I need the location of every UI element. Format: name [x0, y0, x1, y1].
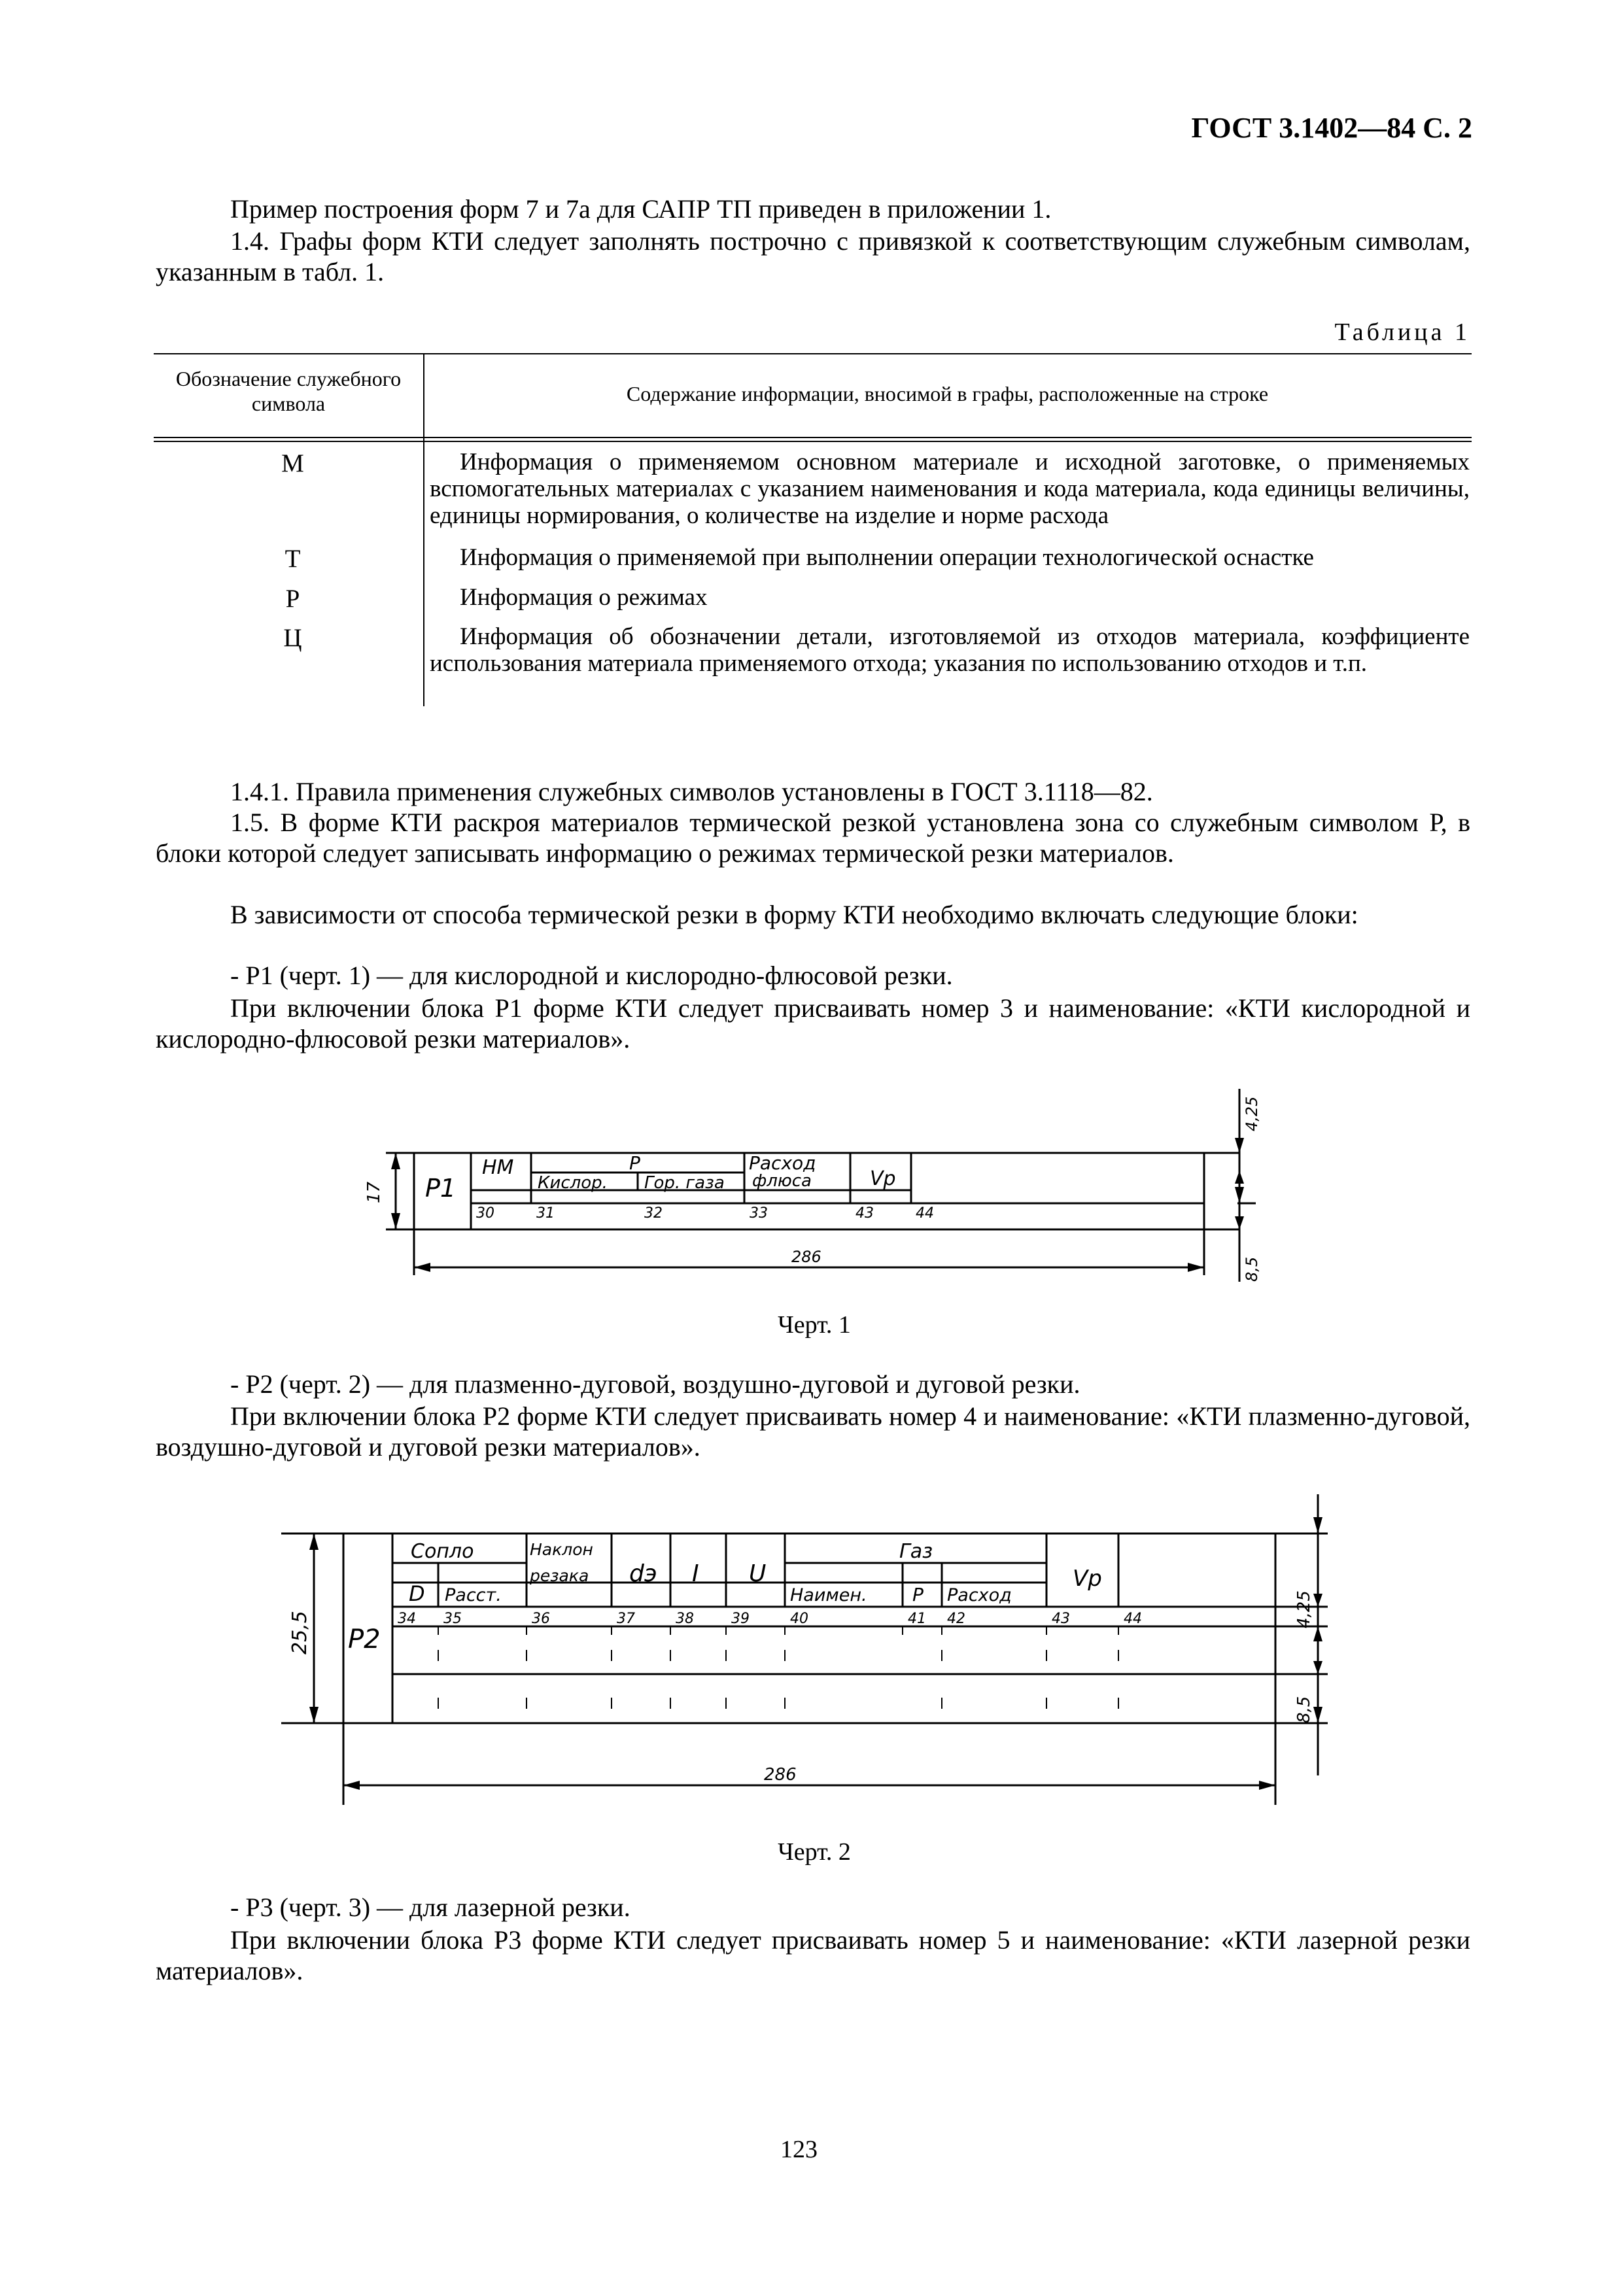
- fig1-num-43: 43: [855, 1205, 874, 1222]
- fig2-num-34: 34: [398, 1611, 416, 1627]
- table-col1-header: Обозначение служебного символа: [175, 367, 402, 415]
- figure-1-caption: Черт. 1: [778, 1311, 851, 1339]
- paragraph-p1: При включении блока Р1 форме КТИ следует присваивать номер 3 и наименование: «КТИ кислородной и кислородно-флюсовой резки материалов».: [156, 993, 1470, 1054]
- fig2-num-39: 39: [731, 1611, 750, 1627]
- fig2-soplo: Сопло: [411, 1540, 474, 1563]
- fig1-nm: НМ: [482, 1156, 514, 1179]
- fig2-rezaka: резака: [530, 1566, 589, 1585]
- table-symbol-t: Т: [285, 545, 301, 573]
- fig1-block-label: P1: [425, 1174, 457, 1203]
- fig2-dim-row1: 4,25: [1294, 1590, 1314, 1628]
- fig1-rashod: Расход: [749, 1152, 816, 1174]
- paragraph-p2: При включении блока Р2 форме КТИ следует присваивать номер 4 и наименование: «КТИ плазменно-дуговой, воздушно-дуговой и дуговой резки материалов».: [156, 1401, 1470, 1462]
- paragraph-1-5: 1.5. В форме КТИ раскроя материалов термической резкой установлена зона со служебным символом Р, в блоки которой следует записывать информацию о режимах термической резки материалов.: [156, 808, 1470, 868]
- fig1-num-31: 31: [536, 1205, 555, 1222]
- fig1-flyusa: флюса: [752, 1171, 812, 1191]
- fig2-rashod: Расход: [947, 1585, 1012, 1605]
- fig2-gaz: Газ: [899, 1540, 933, 1563]
- fig2-block-label: P2: [348, 1624, 381, 1654]
- fig2-num-35: 35: [443, 1611, 462, 1627]
- table-symbol-ts: Ц: [283, 624, 302, 652]
- table-text-t: Информация о применяемой при выполнении операции технологической оснастке: [460, 544, 1314, 571]
- table-text-r: Информация о режимах: [460, 584, 708, 611]
- fig2-num-36: 36: [532, 1611, 550, 1627]
- fig1-p: Р: [629, 1152, 640, 1174]
- paragraph-p3: При включении блока Р3 форме КТИ следует присваивать номер 5 и наименование: «КТИ лазерной резки материалов».: [156, 1925, 1470, 1985]
- table-text-m: Информация о применяемом основном материале и исходной заготовке, о применяемых вспомогательных материалах с указанием наименования и кода материала, кода единицы величины, единицы нормирования, о количестве на изделие и норме расхода: [430, 449, 1470, 529]
- fig1-num-33: 33: [750, 1205, 768, 1222]
- fig2-rasst: Расст.: [445, 1585, 502, 1605]
- fig2-p: Р: [912, 1584, 924, 1605]
- fig2-vp: Vр: [1073, 1566, 1102, 1592]
- fig1-dim-height: 17: [364, 1181, 384, 1203]
- page-number: 123: [780, 2136, 818, 2163]
- fig2-naimen: Наимен.: [790, 1585, 867, 1605]
- table-symbol-r: Р: [285, 585, 300, 613]
- paragraph-dependence: В зависимости от способа термической резки в форму КТИ необходимо включать следующие блоки:: [230, 900, 1358, 929]
- fig2-dim-height: 25,5: [288, 1611, 311, 1654]
- fig2-dim-row2: 8,5: [1294, 1696, 1314, 1723]
- list-item-p3: - Р3 (черт. 3) — для лазерной резки.: [230, 1893, 631, 1922]
- paragraph-intro: Пример построения форм 7 и 7а для САПР ТП приведен в приложении 1.: [230, 194, 1052, 224]
- table-col2-header: Содержание информации, вносимой в графы, расположенные на строке: [626, 382, 1269, 405]
- fig2-de: dэ: [629, 1560, 657, 1587]
- fig1-gor-gaza: Гор. газа: [644, 1173, 725, 1193]
- fig1-dim-total: 286: [791, 1248, 821, 1266]
- table-1: [154, 353, 1472, 706]
- fig2-d: D: [409, 1581, 425, 1606]
- paragraph-1-4: 1.4. Графы форм КТИ следует заполнять построчно с привязкой к соответствующим служебным символам, указанным в табл. 1.: [156, 226, 1470, 286]
- fig2-naklon: Наклон: [530, 1540, 593, 1559]
- paragraph-1-4-1: 1.4.1. Правила применения служебных символов установлены в ГОСТ 3.1118—82.: [230, 777, 1153, 806]
- figure-2-drawing: [262, 1491, 1360, 1811]
- fig2-num-37: 37: [617, 1611, 635, 1627]
- fig2-num-41: 41: [908, 1611, 926, 1627]
- fig2-dim-total: 286: [764, 1765, 797, 1785]
- fig1-kislor: Кислор.: [538, 1173, 608, 1193]
- fig2-u: U: [749, 1560, 767, 1587]
- fig2-num-38: 38: [676, 1611, 694, 1627]
- fig1-dim-row1: 4,25: [1243, 1096, 1261, 1131]
- fig2-i: I: [692, 1560, 699, 1587]
- fig1-num-32: 32: [644, 1205, 663, 1222]
- list-item-p2: - Р2 (черт. 2) — для плазменно-дуговой, воздушно-дуговой и дуговой резки.: [230, 1369, 1080, 1399]
- list-item-p1: - Р1 (черт. 1) — для кислородной и кислородно-флюсовой резки.: [230, 961, 953, 990]
- fig1-num-44: 44: [916, 1205, 934, 1222]
- fig2-num-42: 42: [947, 1611, 965, 1627]
- table-symbol-m: М: [281, 449, 304, 477]
- fig2-num-43: 43: [1052, 1611, 1070, 1627]
- fig2-num-40: 40: [790, 1611, 808, 1627]
- fig2-num-44: 44: [1124, 1611, 1142, 1627]
- figure-1-drawing: [340, 1086, 1308, 1301]
- table-caption: Таблица 1: [1334, 318, 1470, 346]
- fig1-num-30: 30: [476, 1205, 494, 1222]
- fig1-vp: Vр: [870, 1167, 896, 1190]
- figure-2-caption: Черт. 2: [778, 1838, 851, 1866]
- table-text-ts: Информация об обозначении детали, изготовляемой из отходов материала, коэффициенте использования материала применяемого отхода; указания по использованию отходов и т.п.: [430, 623, 1470, 677]
- page-header: ГОСТ 3.1402—84 С. 2: [1191, 112, 1472, 144]
- fig1-dim-row2: 8,5: [1243, 1256, 1261, 1282]
